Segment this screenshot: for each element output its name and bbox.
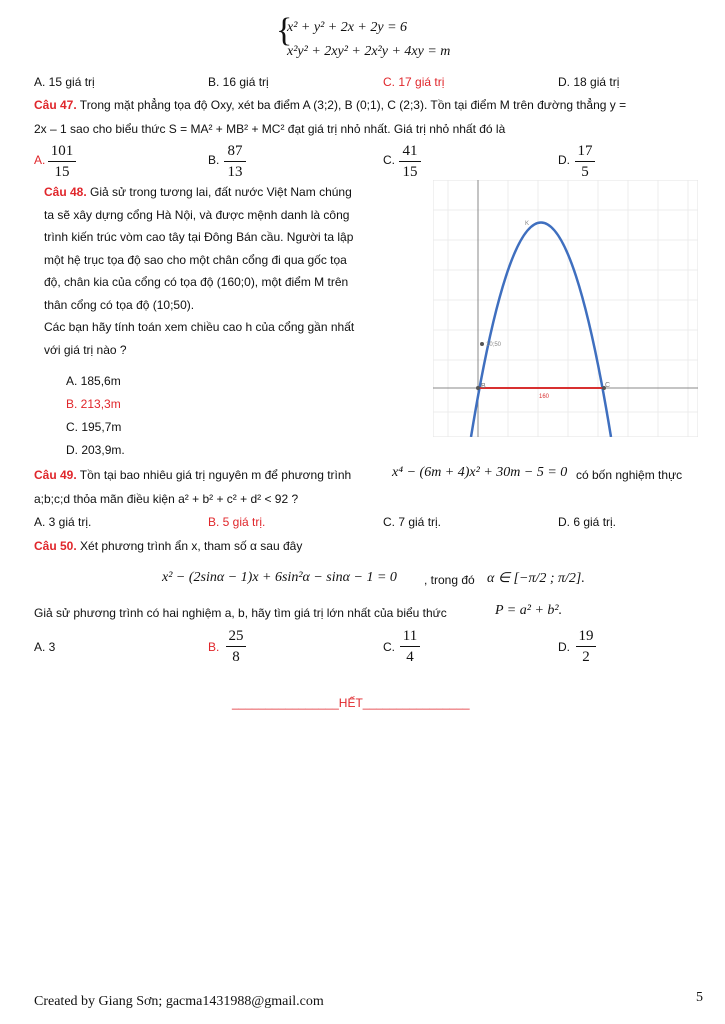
q48-option-d: D. 203,9m. — [66, 443, 125, 457]
q47-c-num: 41 — [402, 143, 418, 159]
q47-d-num: 17 — [577, 143, 593, 159]
point-m — [480, 342, 484, 346]
q50-text-line1 — [34, 539, 302, 553]
q47-text-line1 — [34, 98, 626, 112]
q50-option-b-letter: B. — [208, 640, 220, 654]
q46-option-c: C. 17 giá trị — [383, 75, 445, 89]
q47-option-c-fraction — [399, 143, 421, 181]
label-k: K — [525, 221, 530, 227]
q50-d-num: 19 — [578, 628, 594, 644]
q47-d-den: 5 — [581, 164, 589, 180]
q50-option-b-fraction — [226, 628, 246, 666]
q47-a-den: 15 — [54, 164, 70, 180]
q48-line-0-text: Giả sử trong tương lai, đất nước Việt Nam chúng — [86, 185, 352, 199]
q47-option-a-fraction — [48, 143, 76, 181]
q47-option-b-letter: B. — [208, 153, 220, 167]
q47-option-a-letter: A. — [34, 153, 46, 167]
q50-option-d-letter: D. — [558, 640, 570, 654]
q47-option-d-fraction — [575, 143, 595, 181]
q49-option-c: C. 7 giá trị. — [383, 515, 442, 529]
q49-option-d: D. 6 giá trị. — [558, 515, 617, 529]
q50-interval: α ∈ [−π/2 ; π/2]. — [487, 571, 585, 586]
q47-text1: Trong mặt phẳng tọa độ Oxy, xét ba điểm A (3;2), B (0;1), C (2;3). Tồn tại điểm M trên đường thẳng y = — [76, 98, 627, 112]
page-footer: Created by Giang Sơn; gacma1431988@gmail.com — [34, 994, 324, 1009]
q50-d-den: 2 — [582, 649, 590, 665]
q46-option-d: D. 18 giá trị — [558, 75, 620, 89]
q50-c-den: 4 — [406, 649, 414, 665]
q48-line-4: độ, chân kia của cổng có tọa độ (160;0), một điểm M trên — [44, 275, 349, 289]
q49-text-line1 — [34, 468, 351, 482]
q48-line-1: ta sẽ xây dựng cổng Hà Nội, và được mệnh danh là công — [44, 207, 350, 222]
label-160: 160 — [539, 394, 550, 400]
system-eq-line2: x²y² + 2xy² + 2x²y + 4xy = m — [287, 44, 451, 59]
label-c: C — [605, 382, 611, 389]
q50-b-num: 25 — [228, 628, 244, 644]
q48-label: Câu 48. — [44, 185, 87, 199]
q48-line-6: Các bạn hãy tính toán xem chiều cao h của cổng gần nhất — [44, 320, 355, 334]
q49-text1: Tồn tại bao nhiêu giá trị nguyên m để phương trình — [76, 468, 352, 482]
label-b: B — [481, 383, 486, 390]
q50-label: Câu 50. — [34, 539, 77, 553]
q47-text-line2: 2x – 1 sao cho biểu thức S = MA² + MB² + MC² đạt giá trị nhỏ nhất. Giá trị nhỏ nhất đó là — [34, 122, 506, 136]
system-eq-line1: x² + y² + 2x + 2y = 6 — [287, 20, 408, 35]
q50-text-line2: Giả sử phương trình có hai nghiệm a, b, hãy tìm giá trị lớn nhất của biểu thức — [34, 606, 447, 620]
q47-option-b-fraction — [224, 143, 246, 181]
q47-label: Câu 47. — [34, 98, 77, 112]
q48-line-5: thân cổng có tọa độ (10;50). — [44, 297, 195, 312]
q48-line-3: một hệ trục tọa độ sao cho một chân cổng đi qua gốc tọa — [44, 252, 347, 267]
q48-option-c: C. 195,7m — [66, 420, 122, 434]
q49-text-line2: a;b;c;d thỏa mãn điều kiện a² + b² + c² + d² < 92 ? — [34, 492, 299, 506]
q49-text2: có bốn nghiệm thực — [576, 468, 683, 482]
q50-condition-text: , trong đó — [424, 573, 475, 587]
label-m: 10;50 — [486, 342, 502, 348]
q47-b-num: 87 — [227, 143, 243, 159]
q47-a-num: 101 — [50, 143, 74, 159]
q46-option-a: A. 15 giá trị — [34, 75, 95, 89]
q48-option-b: B. 213,3m — [66, 397, 121, 411]
page-number: 5 — [696, 990, 703, 1005]
q49-equation: x⁴ − (6m + 4)x² + 30m − 5 = 0 — [392, 465, 568, 480]
q50-option-a: A. 3 — [34, 640, 56, 654]
q50-option-c-letter: C. — [383, 640, 395, 654]
end-marker: ________________HẾT________________ — [232, 696, 470, 710]
q48-line-7: với giá trị nào ? — [44, 342, 127, 357]
q48-text — [44, 181, 396, 361]
q47-option-c-letter: C. — [383, 153, 395, 167]
q47-b-den: 13 — [227, 164, 243, 180]
q50-c-num: 11 — [402, 628, 418, 644]
q50-expression: P = a² + b². — [495, 603, 563, 618]
q48-arch-graph — [433, 180, 698, 437]
q47-c-den: 15 — [402, 164, 418, 180]
q50-b-den: 8 — [232, 649, 240, 665]
q49-label: Câu 49. — [34, 468, 77, 482]
q49-option-a: A. 3 giá trị. — [34, 515, 92, 529]
q50-equation: x² − (2sinα − 1)x + 6sin²α − sinα − 1 = 0 — [162, 570, 397, 585]
q49-option-b: B. 5 giá trị. — [208, 515, 266, 529]
q48-line-0 — [44, 181, 396, 204]
q47-option-d-letter: D. — [558, 153, 570, 167]
q48-line-2: trình kiến trúc vòm cao tây tại Đông Bán cầu. Người ta lập — [44, 230, 354, 244]
q50-option-d-fraction — [576, 628, 596, 666]
system-brace: { — [276, 12, 293, 49]
q46-option-b: B. 16 giá trị — [208, 75, 269, 89]
q48-option-a: A. 185,6m — [66, 374, 121, 388]
point-b — [476, 386, 480, 390]
q50-text1: Xét phương trình ẩn x, tham số α sau đây — [76, 539, 303, 553]
q50-option-c-fraction — [400, 628, 420, 666]
